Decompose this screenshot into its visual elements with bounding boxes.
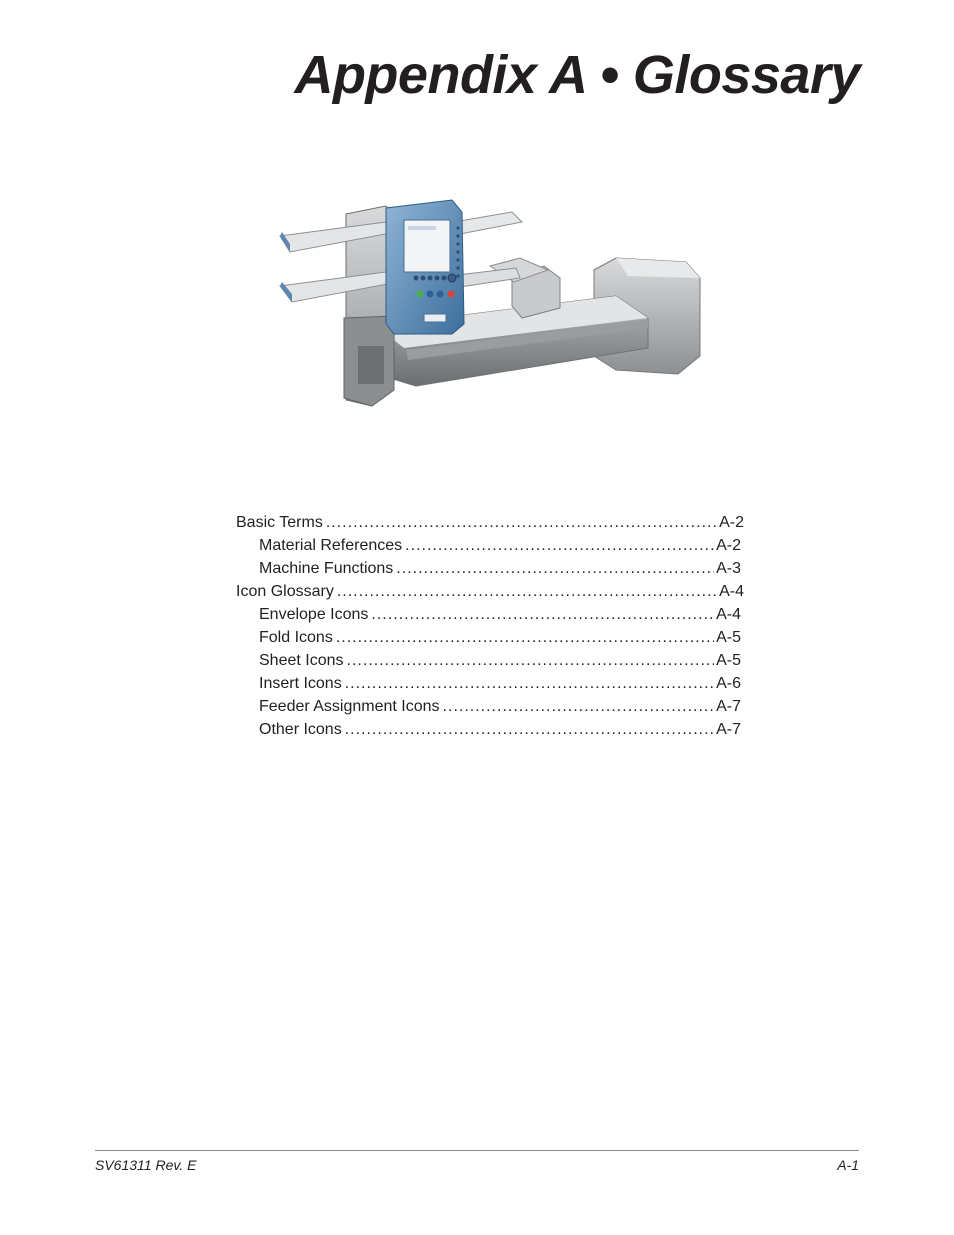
toc-entry-page: A-2 — [719, 514, 744, 531]
toc-entry-fold-icons[interactable] — [236, 626, 744, 649]
toc-entry-label: Feeder Assignment Icons — [259, 698, 440, 715]
toc-entry-page: A-5 — [716, 629, 741, 646]
toc-entry-label: Other Icons — [259, 721, 342, 738]
toc-leader-dots — [396, 557, 714, 580]
toc-entry-material-references[interactable] — [236, 534, 744, 557]
footer-page-number: A-1 — [837, 1157, 859, 1173]
toc-entry-feeder-assignment-icons[interactable] — [236, 695, 744, 718]
toc-entry-page: A-4 — [719, 583, 744, 600]
table-of-contents — [236, 511, 744, 741]
toc-entry-page: A-3 — [716, 560, 741, 577]
toc-entry-page: A-7 — [716, 698, 741, 715]
toc-entry-label: Insert Icons — [259, 675, 342, 692]
toc-entry-page: A-7 — [716, 721, 741, 738]
toc-entry-insert-icons[interactable] — [236, 672, 744, 695]
page-title: Appendix A • Glossary — [294, 45, 860, 105]
toc-entry-icon-glossary[interactable] — [236, 580, 744, 603]
toc-entry-other-icons[interactable] — [236, 718, 744, 741]
toc-leader-dots — [405, 534, 714, 557]
toc-entry-page: A-2 — [716, 537, 741, 554]
toc-leader-dots — [345, 718, 714, 741]
toc-entry-label: Sheet Icons — [259, 652, 344, 669]
toc-leader-dots — [337, 580, 717, 603]
footer-doc-id: SV61311 Rev. E — [95, 1157, 197, 1173]
toc-leader-dots — [336, 626, 714, 649]
toc-entry-sheet-icons[interactable] — [236, 649, 744, 672]
toc-entry-basic-terms[interactable] — [236, 511, 744, 534]
toc-entry-machine-functions[interactable] — [236, 557, 744, 580]
toc-leader-dots — [345, 672, 714, 695]
toc-entry-label: Material References — [259, 537, 403, 554]
footer-divider — [95, 1150, 859, 1151]
toc-entry-label: Envelope Icons — [259, 606, 369, 623]
toc-entry-label: Machine Functions — [259, 560, 394, 577]
machine-illustration — [276, 178, 704, 408]
toc-entry-label: Fold Icons — [259, 629, 333, 646]
toc-entry-page: A-4 — [716, 606, 741, 623]
toc-entry-envelope-icons[interactable] — [236, 603, 744, 626]
toc-leader-dots — [347, 649, 715, 672]
toc-leader-dots — [371, 603, 714, 626]
toc-entry-label: Icon Glossary — [236, 583, 334, 600]
toc-entry-page: A-6 — [716, 675, 741, 692]
toc-entry-page: A-5 — [716, 652, 741, 669]
toc-leader-dots — [443, 695, 715, 718]
toc-leader-dots — [326, 511, 717, 534]
toc-entry-label: Basic Terms — [236, 514, 323, 531]
